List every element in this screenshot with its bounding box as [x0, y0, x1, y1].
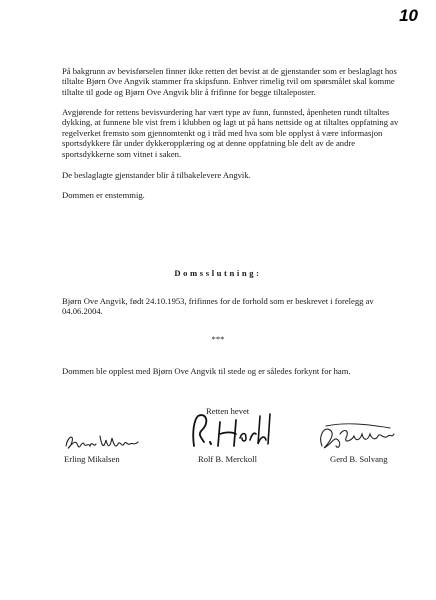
verdict-heading: Domsslutning:	[174, 268, 262, 278]
signatory-name-3: Gerd B. Solvang	[330, 454, 388, 464]
page-number: 10	[399, 6, 418, 25]
paragraph-evidence: På bakgrunn av bevisførselen finner ikke retten det bevist at de gjenstander som er beslaglagt hos tiltalte Bjørn Ove Angvik stammer fra skipsfunn. Enhver rimelig tvil om spørsmålet skal komme tiltalte til gode og Bjørn Ove Angvik blir å frifinne for begge tiltaleposter.	[62, 66, 397, 97]
court-adjourned: Retten hevet	[206, 406, 250, 416]
signature-solvang	[316, 418, 396, 458]
signature-merckoll	[180, 408, 280, 456]
paragraph-unanimous: Dommen er enstemmig.	[62, 190, 145, 200]
paragraph-seized-items: De beslaglagte gjenstander blir å tilbakelevere Angvik.	[62, 170, 251, 180]
separator-stars: ***	[211, 334, 225, 344]
verdict-text: Bjørn Ove Angvik, født 24.10.1953, frifinnes for de forhold som er beskrevet i forelegg av 04.06.2004.	[62, 296, 374, 317]
signature-mikalsen	[62, 426, 142, 456]
paragraph-reasoning: Avgjørende for rettens bevisvurdering har vært type av funn, funnsted, åpenheten rundt tiltaltes dykking, at funnene ble vist frem i klubben og lagt ut på hans nettside og at tiltaltes oppfatning av regelverket fremsto som gjennomtenkt og i tråd med hva som ble opplyst å være informasjon sportsdykkere får under dykkeropplæring og at denne oppfatning ble delt av de andre sportsdykkerne som vitnet i saken.	[62, 107, 399, 159]
signatory-name-2: Rolf B. Merckoll	[198, 454, 257, 464]
signatory-name-1: Erling Mikalsen	[64, 454, 120, 464]
closing-text: Dommen ble opplest med Bjørn Ove Angvik til stede og er således forkynt for ham.	[62, 366, 351, 376]
